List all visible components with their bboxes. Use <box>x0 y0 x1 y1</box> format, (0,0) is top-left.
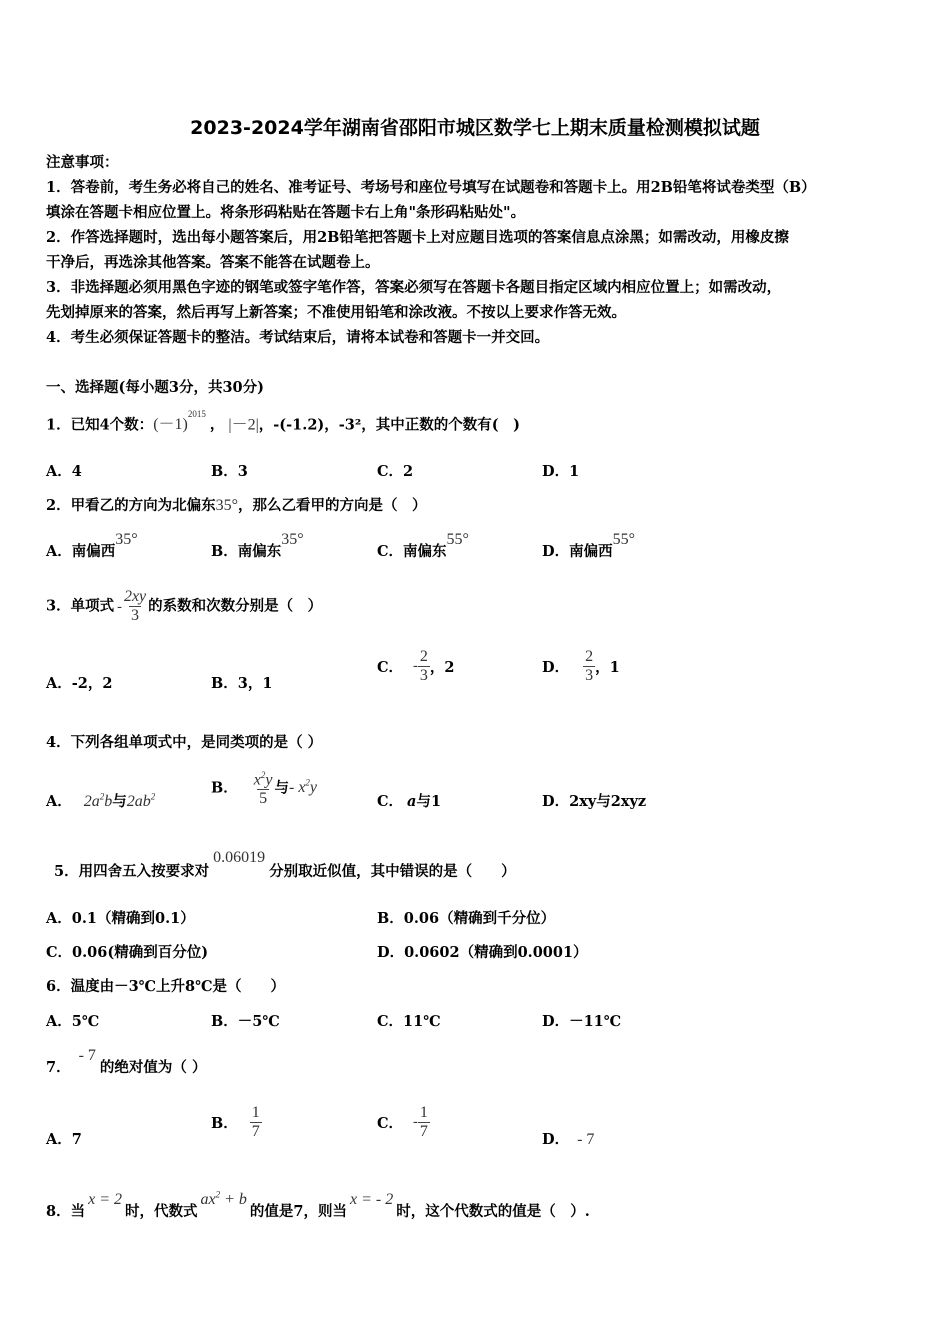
q1-option-b[interactable]: B．3 <box>211 463 248 480</box>
q7-option-b[interactable]: B． $\frac{1}{7}$ <box>211 1104 260 1140</box>
notice-heading: 注意事项： <box>46 154 119 171</box>
question-1 <box>46 405 520 440</box>
q6-option-b[interactable]: B．－5℃ <box>211 1013 280 1030</box>
q1-prefix: 1．已知4个数： <box>46 416 154 434</box>
q8-expr-1: x = 2 <box>88 1191 122 1208</box>
question-8: 8．当x = 2时，代数式$ax^2 + b$的值是7，则当x = - 2时，这个代数式的值是（ ）. <box>46 1189 590 1220</box>
q6-option-c[interactable]: C．11℃ <box>377 1013 441 1030</box>
q5-option-c[interactable]: C．0.06(精确到百分位) <box>46 944 209 961</box>
notice-line: 填涂在答题卡相应位置上。将条形码粘贴在答题卡右上角"条形码粘贴处"。 <box>46 204 526 221</box>
q4-option-d[interactable]: D．2xy与2xyz <box>542 793 647 810</box>
q1-option-c[interactable]: C．2 <box>377 463 414 480</box>
notice-line: 1．答卷前，考生务必将自己的姓名、准考证号、考场号和座位号填写在试题卷和答题卡上。用2B铅笔将试卷类型（B） <box>46 179 816 196</box>
page-title: 2023-2024学年湖南省邵阳市城区数学七上期末质量检测模拟试题 <box>190 117 760 139</box>
q2-option-d[interactable]: D．南偏西55° <box>542 531 635 560</box>
q2-option-b[interactable]: B．南偏东35° <box>211 531 304 560</box>
notice-line: 2．作答选择题时，选出每小题答案后，用2B铅笔把答题卡上对应题目选项的答案信息点涂黑；如需改动，用橡皮擦 <box>46 229 789 246</box>
q1-abs: |－2| <box>228 416 259 434</box>
q2-option-c[interactable]: C．南偏东55° <box>377 531 469 560</box>
q7-option-a[interactable]: A．7 <box>46 1131 82 1148</box>
q4-option-b[interactable]: B． $\frac{x^2y}{5}$ 与- $x^2y$ <box>211 770 318 808</box>
q1-option-a[interactable]: A．4 <box>46 463 82 480</box>
q6-option-a[interactable]: A．5℃ <box>46 1013 100 1030</box>
q6-option-d[interactable]: D．－11℃ <box>542 1013 622 1030</box>
q1-rest: ，-(-1.2)，-3²，其中正数的个数有( ) <box>258 416 520 434</box>
q3-option-d[interactable]: D． $\frac{2}{3}$ ，1 <box>542 648 620 684</box>
q5-option-b[interactable]: B．0.06（精确到千分位） <box>377 910 556 927</box>
notice-line: 3．非选择题必须用黑色字迹的钢笔或签字笔作答，答案必须写在答题卡各题目指定区域内相应位置上；如需改动， <box>46 279 782 296</box>
notice-line: 4．考生必须保证答题卡的整洁。考试结束后，请将本试卷和答题卡一并交回。 <box>46 329 550 346</box>
q4-option-c[interactable]: C． a与1 <box>377 793 442 810</box>
q2-option-a[interactable]: A．南偏西35° <box>46 531 138 560</box>
notice-line: 先划掉原来的答案，然后再写上新答案；不准使用铅笔和涂改液。不按以上要求作答无效。 <box>46 304 626 321</box>
section-heading: 一、选择题(每小题3分，共30分) <box>46 379 264 396</box>
question-4: 4．下列各组单项式中，是同类项的是（ ） <box>46 734 323 751</box>
question-3: 3．单项式 - $\frac{2xy}{3}$ 的系数和次数分别是（ ） <box>46 588 323 624</box>
q5-number: 0.06019 <box>213 849 266 866</box>
q7-option-c[interactable]: C． - $\frac{1}{7}$ <box>377 1104 428 1140</box>
question-7: 7．- 7的绝对值为（ ） <box>46 1047 207 1076</box>
q1-sep: ， <box>209 416 225 434</box>
q8-expr-2: $ax^2 + b$ <box>200 1189 247 1208</box>
question-6: 6．温度由－3℃上升8℃是（ ） <box>46 978 286 995</box>
q2-angle: 35° <box>215 497 238 514</box>
question-5: 5．用四舍五入按要求对0.06019分别取近似值，其中错误的是（ ） <box>54 849 516 880</box>
q7-expr: - 7 <box>78 1047 96 1064</box>
q4-option-a[interactable]: A． $2a^2b$与$2ab^2$ <box>46 791 156 810</box>
q5-option-a[interactable]: A．0.1（精确到0.1） <box>46 910 195 927</box>
question-2: 2．甲看乙的方向为北偏东35°，那么乙看甲的方向是（ ） <box>46 497 427 514</box>
q7-option-d[interactable]: D． - 7 <box>542 1131 595 1148</box>
q1-option-d[interactable]: D．1 <box>542 463 580 480</box>
q3-option-c[interactable]: C． - $\frac{2}{3}$ ，2 <box>377 648 455 684</box>
q1-power: $(-1)^{2015}$ <box>153 409 206 434</box>
q3-option-b[interactable]: B．3，1 <box>211 675 273 692</box>
q8-expr-3: x = - 2 <box>350 1191 394 1208</box>
q5-option-d[interactable]: D．0.0602（精确到0.0001） <box>377 944 588 961</box>
q3-option-a[interactable]: A．-2，2 <box>46 675 113 692</box>
notice-line: 干净后，再选涂其他答案。答案不能答在试题卷上。 <box>46 254 380 271</box>
